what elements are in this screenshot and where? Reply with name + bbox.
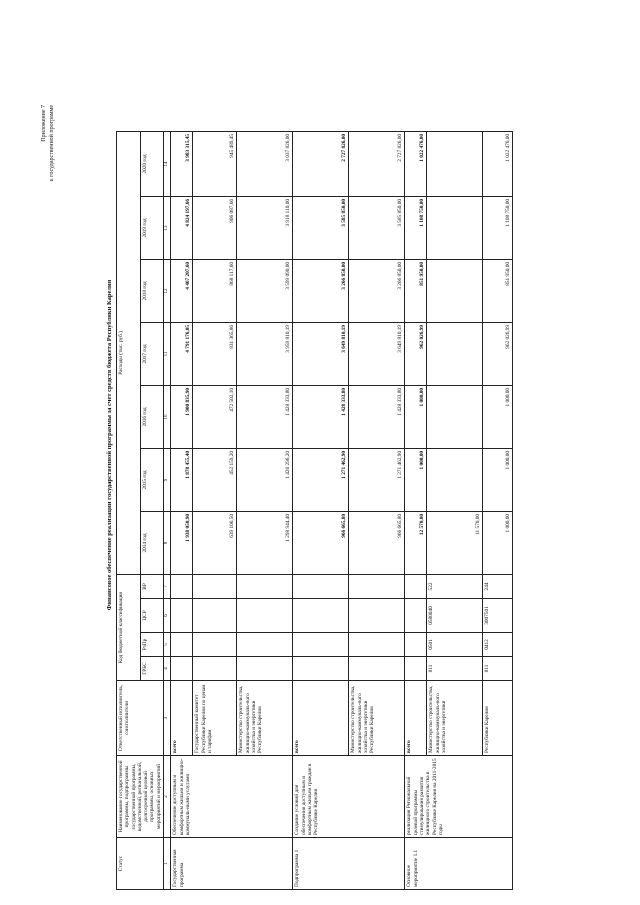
csr-cell: 3007501 [483,599,513,633]
vr-cell [293,574,349,598]
appendix-note [40,105,56,215]
amount-cell: 1 271 462,90 [293,448,349,511]
grbs-cell [237,657,293,681]
amount-cell: 1 000,00 [405,385,427,448]
col-index: 3 [164,681,171,756]
csr-cell [349,599,405,633]
amount-cell: 966 665,80 [293,511,349,574]
col-year: 2014 год [140,511,164,574]
col-index: 6 [164,599,171,633]
col-index: 13 [164,196,171,259]
status-cell: Государственная программа [171,838,293,890]
col-index: 11 [164,322,171,385]
amount-cell: 945 489,45 [193,131,237,196]
amount-cell [427,259,483,322]
amount-cell: 11 570,00 [427,511,483,574]
grbs-cell [171,657,193,681]
col-year: 2019 год [140,196,164,259]
appendix-line1: Приложение 7 [41,105,47,142]
rzpr-cell: 0501 [427,633,483,657]
amount-cell: 4 824 197,66 [171,196,193,259]
rzpr-cell [349,633,405,657]
vr-cell [405,574,427,598]
grbs-cell [293,657,349,681]
amount-cell [427,322,483,385]
amount-cell: 1 426 296,20 [237,448,293,511]
amount-cell: 3 037 826,00 [237,131,293,196]
amount-cell: 1 900 835,90 [171,385,193,448]
amount-cell [427,448,483,511]
amount-cell [427,131,483,196]
name-cell: Создание условий для обеспечения доступным и комфортным жильем граждан в Республике Карелия [293,756,405,838]
csr-cell [193,599,237,633]
amount-cell: 1 108 750,00 [405,196,427,259]
col-index: 12 [164,259,171,322]
amount-cell: 3 585 850,00 [349,196,405,259]
amount-cell: 1 022 476,00 [405,131,427,196]
grbs-cell: 811 [427,657,483,681]
col-index: 5 [164,633,171,657]
rzpr-cell [237,633,293,657]
col-responsible: Ответственный исполнитель, соисполнители [117,681,164,756]
col-index: 4 [164,657,171,681]
status-cell: Основное мероприятие 1.1 [405,838,513,890]
grbs-cell [193,657,237,681]
index-row [164,131,171,889]
amount-cell: 3 585 850,00 [293,196,349,259]
amount-cell: 3 959 810,19 [237,322,293,385]
name-cell: реализация Региональной целевой программы стимулирования развития жилищного строительства в Республике Карелия на 2011-2015 годы [405,756,513,838]
amount-cell: 3 266 850,00 [293,259,349,322]
amount-cell [427,385,483,448]
col-expenses: Расходы (тыс. руб.) [117,131,141,574]
table-row [405,131,427,889]
responsible-cell: всего [405,681,427,756]
col-year: 2016 год [140,385,164,448]
responsible-cell: всего [293,681,349,756]
amount-cell: 639 106,50 [193,511,237,574]
col-index: 2 [164,756,171,838]
amount-cell: 906 087,66 [193,196,237,259]
amount-cell: 851 950,00 [405,259,427,322]
grbs-cell: 811 [483,657,513,681]
amount-cell: 1 108 750,00 [483,196,513,259]
csr-cell: 0580040 [427,599,483,633]
status-cell: Подпрограмма 1 [293,838,405,890]
appendix-line2: к государственной программе [49,105,55,182]
amount-cell: 1 000,00 [405,448,427,511]
name-cell: Обеспечение доступным и комфортным жильем и жилищно-коммуналь-ными услугами [171,756,293,838]
responsible-cell: Министерство строительства, жилищно-коммуналь-ного хозяйства и энергетики Республики Карелия [349,681,405,756]
amount-cell: 3 649 810,19 [293,322,349,385]
col-vr: ВР [140,574,164,598]
amount-cell: 1 428 333,80 [349,385,405,448]
amount-cell: 1 271 462,90 [349,448,405,511]
amount-cell: 3 599 090,00 [237,259,293,322]
amount-cell: 3 983 315,45 [171,131,193,196]
amount-cell: 1 022 476,00 [483,131,513,196]
col-year: 2015 год [140,448,164,511]
amount-cell: 1 428 333,80 [237,385,293,448]
amount-cell: 472 502,10 [193,385,237,448]
rzpr-cell [405,633,427,657]
amount-cell: 831 365,86 [193,322,237,385]
col-status: Статус [117,838,164,890]
amount-cell: 1 000,00 [483,448,513,511]
amount-cell: 452 159,20 [193,448,237,511]
vr-cell: 244 [483,574,513,598]
amount-cell: 1 938 050,90 [171,511,193,574]
responsible-cell: всего [171,681,193,756]
rzpr-cell: 0412 [483,633,513,657]
vr-cell [171,574,193,598]
responsible-cell: Республики Карелия [483,681,513,756]
table-row [171,131,193,889]
table-body [171,131,513,889]
vr-cell [237,574,293,598]
responsible-cell: Министерство строительства, жилищно-коммуналь-ного хозяйства и энергетики [427,681,483,756]
amount-cell: 12 570,00 [405,511,427,574]
amount-cell: 4 791 176,05 [171,322,193,385]
col-index: 8 [164,511,171,574]
col-index: 1 [164,838,171,890]
rzpr-cell [293,633,349,657]
col-year: 2017 год [140,322,164,385]
amount-cell: 1 000,00 [483,511,513,574]
rzpr-cell [171,633,193,657]
vr-cell [193,574,237,598]
amount-cell: 1 000,00 [483,385,513,448]
grbs-cell [349,657,405,681]
csr-cell [237,599,293,633]
col-rzpr: РзПр [140,633,164,657]
col-index: 7 [164,574,171,598]
amount-cell: 3 918 110,00 [237,196,293,259]
col-year: 2020 год [140,131,164,196]
finance-table [116,131,513,890]
col-index: 10 [164,385,171,448]
col-grbs: ГРБС [140,657,164,681]
col-index: 9 [164,448,171,511]
csr-cell [405,599,427,633]
amount-cell: 2 727 826,00 [349,131,405,196]
amount-cell: 966 665,80 [349,511,405,574]
table-row [293,131,349,889]
col-csr: ЦСР [140,599,164,633]
col-budget-code: Код бюджетной классификации [117,574,141,680]
responsible-cell: Государственный комитет Республики Карелия по ценам и тарифам [193,681,237,756]
vr-cell [349,574,405,598]
amount-cell [427,196,483,259]
col-index: 14 [164,131,171,196]
page-title: Финансовое обеспечение реализации государственной программы за счет средств бюджета Республики Карелия [106,279,113,611]
csr-cell [171,599,193,633]
responsible-cell: Министерство строительства, жилищно-коммуналь-ного хозяйства и энергетики Республики Карелия [237,681,293,756]
amount-cell: 2 727 826,00 [293,131,349,196]
amount-cell: 1 298 944,40 [237,511,293,574]
col-name: Наименование государственной программы, подпрограммы государственной программы, ведомственной, региональной, долгосрочной целевой программы, основных мероприятий и мероприятий [117,756,164,838]
amount-cell: 3 649 810,19 [349,322,405,385]
rzpr-cell [193,633,237,657]
amount-cell: 1 428 333,80 [293,385,349,448]
amount-cell: 3 266 850,00 [349,259,405,322]
csr-cell [293,599,349,633]
col-year: 2018 год [140,259,164,322]
amount-cell: 4 467 207,60 [171,259,193,322]
amount-cell: 962 026,99 [483,322,513,385]
amount-cell: 1 878 455,40 [171,448,193,511]
amount-cell: 962 026,99 [405,322,427,385]
amount-cell: 868 117,60 [193,259,237,322]
amount-cell: 851 950,00 [483,259,513,322]
vr-cell: 522 [427,574,483,598]
grbs-cell [405,657,427,681]
